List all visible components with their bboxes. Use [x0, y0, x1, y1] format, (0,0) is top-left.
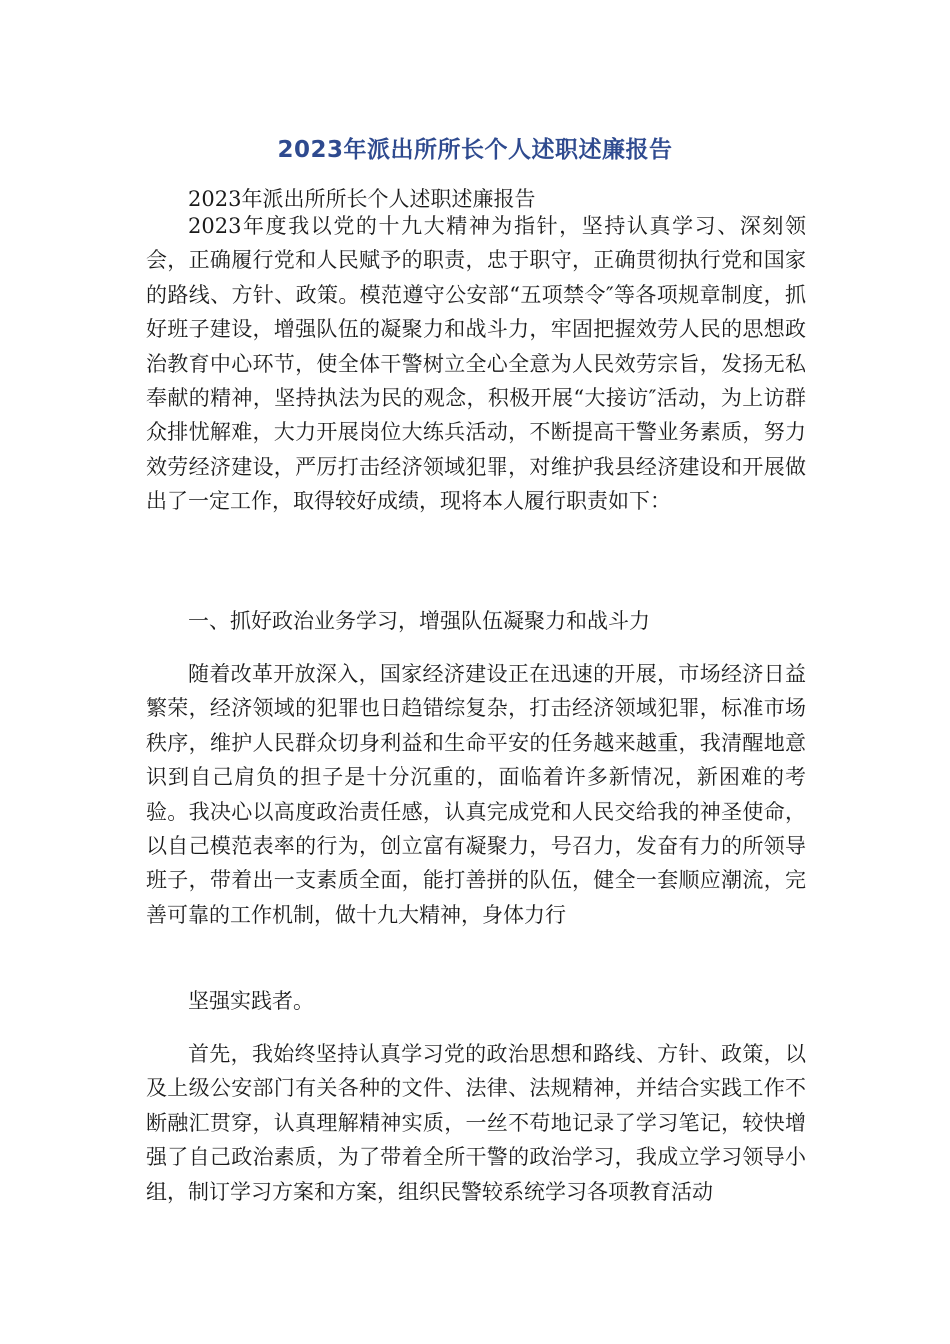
body-paragraph-3 [146, 604, 806, 638]
first-point-paragraph: 首先，我始终坚持认真学习党的政治思想和路线、方针、政策，以及上级公安部门有关各种的文件、法律、法规精神，并结合实践工作不断融汇贯穿，认真理解精神实质，一丝不苟地记录了学习笔记，较快增强了自己政治素质，为了带着全所干警的政治学习，我成立学习领导小组，制订学习方案和方案，组织民警较系统学习各项教育活动 [146, 1042, 806, 1204]
section-1-paragraph: 随着改革开放深入，国家经济建设正在迅速的开展，市场经济日益繁荣，经济领域的犯罪也日趋错综复杂，打击经济领域犯罪，标准市场秩序，维护人民群众切身利益和生命平安的任务越来越重，我清醒地意识到自己肩负的担子是十分沉重的，面临着许多新情况，新困难的考验。我决心以高度政治责任感，认真完成党和人民交给我的神圣使命，以自己模范表率的行为，创立富有凝聚力，号召力，发奋有力的所领导班子，带着出一支素质全面，能打善拼的队伍，健全一套顺应潮流，完善可靠的工作机制，做十九大精神，身体力行 [146, 662, 806, 927]
subtitle-paragraph: 2023年派出所所长个人述职述廉报告 [188, 187, 536, 211]
document-title: 2023年派出所所长个人述职述廉报告 [277, 137, 673, 163]
body-paragraph-6 [146, 1037, 806, 1209]
section-heading-1: 一、抓好政治业务学习，增强队伍凝聚力和战斗力 [188, 609, 650, 633]
body-paragraph-4 [146, 657, 806, 932]
intro-paragraph: 2023年度我以党的十九大精神为指针，坚持认真学习、深刻领会，正确履行党和人民赋予的职责，忠于职守，正确贯彻执行党和国家的路线、方针、政策。模范遵守公安部“五项禁令″等各项规章制度，抓好班子建设，增强队伍的凝聚力和战斗力，牢固把握效劳人民的思想政治教育中心环节，使全体干警树立全心全意为人民效劳宗旨，发扬无私奉献的精神，坚持执法为民的观念，积极开展“大接访″活动，为上访群众排忧解难，大力开展岗位大练兵活动，不断提高干警业务素质，努力效劳经济建设，严厉打击经济领域犯罪，对维护我县经济建设和开展做出了一定工作，取得较好成绩，现将本人履行职责如下： [146, 214, 806, 514]
continuation-paragraph: 坚强实践者。 [188, 989, 314, 1013]
body-paragraph-2 [146, 209, 806, 519]
body-paragraph-5 [146, 984, 806, 1018]
